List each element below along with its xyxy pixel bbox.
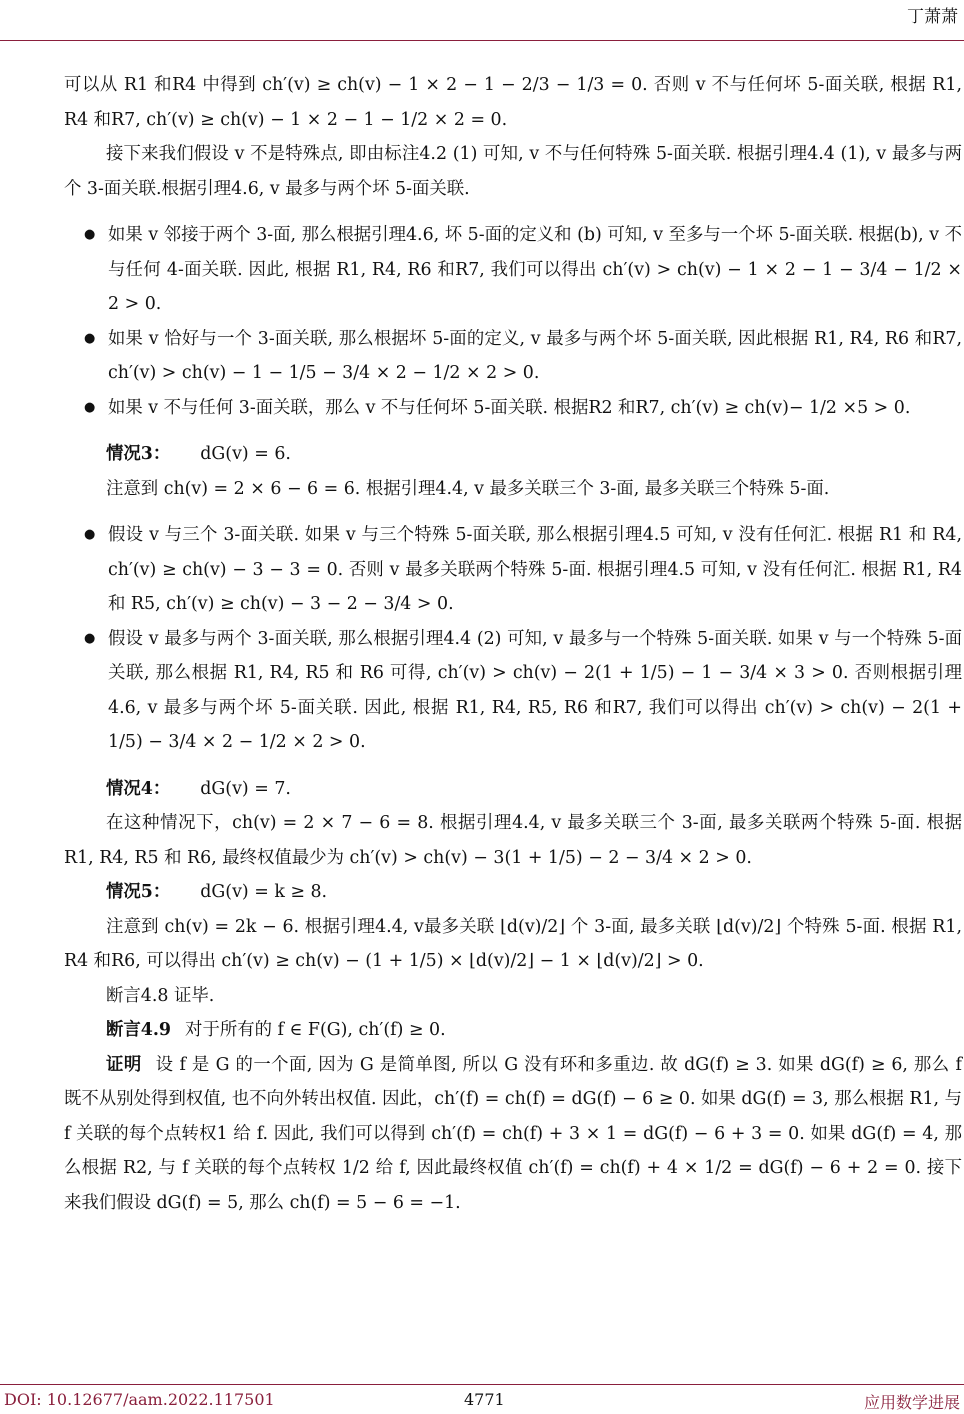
case-5-heading bbox=[64, 875, 962, 910]
footer-doi[interactable]: DOI: 10.12677/aam.2022.117501 bbox=[4, 1390, 275, 1409]
header-author: 丁萧萧 bbox=[907, 7, 958, 27]
paragraph-1: 可以从 R1 和R4 中得到 ch′(v) ≥ ch(v) − 1 × 2 − 1 − 2/3 − 1/3 = 0. 否则 v 不与任何坏 5-面关联, 根据 R1, R4 和R7, ch′(v) ≥ ch(v) − 1 × 2 − 1 − 1/2 × 2 = 0. bbox=[64, 75, 962, 130]
case-4-heading bbox=[64, 772, 962, 807]
paragraph-3: 注意到 ch(v) = 2 × 6 − 6 = 6. 根据引理4.4, v 最多关联三个 3-面, 最多关联三个特殊 5-面. bbox=[106, 478, 830, 499]
case-3-heading bbox=[64, 437, 962, 472]
list-item: ● 如果 v 邻接于两个 3-面, 那么根据引理4.6, 坏 5-面的定义和 (b) 可知, v 至多与一个坏 5-面关联. 根据(b), v 不与任何 4-面关联. 因此, 根据 R1, R4, R6 和R7, 我们可以得出 ch′(v) > ch(v) − 1 × 2 − 1 − 3/4 − 1/2 × 2 > 0. bbox=[64, 218, 962, 322]
paragraph-5: 注意到 ch(v) = 2k − 6. 根据引理4.4, v最多关联 ⌊d(v)/2⌋ 个 3-面, 最多关联 ⌊d(v)/2⌋ 个特殊 5-面. 根据 R1, R4 和R6, 可以得出 ch′(v) ≥ ch(v) − (1 + 1/5) × ⌊d(v)/2⌋ − 1 × ⌊d(v)/2⌋ > 0. bbox=[64, 916, 962, 971]
page-number: 4771 bbox=[464, 1390, 505, 1409]
bullet-list-2 bbox=[64, 518, 962, 760]
footer-rule bbox=[0, 1384, 964, 1385]
case-formula: dG(v) = 7. bbox=[200, 778, 291, 799]
list-item: ● 如果 v 恰好与一个 3-面关联, 那么根据坏 5-面的定义, v 最多与两个坏 5-面关联, 因此根据 R1, R4, R6 和R7, ch′(v) > ch(v) − 1 − 1/5 − 3/4 × 2 − 1/2 × 2 > 0. bbox=[64, 322, 962, 391]
proof-label: 证明 bbox=[106, 1054, 142, 1075]
claim-label: 断言4.9 bbox=[106, 1020, 172, 1040]
footer-journal[interactable]: 应用数学进展 bbox=[863, 1393, 960, 1412]
case-label: 情况5： bbox=[106, 882, 171, 902]
list-item: ● 假设 v 最多与两个 3-面关联, 那么根据引理4.4 (2) 可知, v 最多与一个特殊 5-面关联. 如果 v 与一个特殊 5-面关联, 那么根据 R1, R4, R5 和 R6 可得, ch′(v) > ch(v) − 2(1 + 1/5) − 1 − 3/4 × 3 > 0. 否则根据引理4.6, v 最多与两个坏 5-面关联. 因此, 根据 R1, R4, R5, R6 和R7, 我们可以得出 ch′(v) > ch(v) − 2(1 + 1/5) − 3/4 × 2 − 1/2 × 2 > 0. bbox=[64, 622, 962, 760]
list-item: ● 如果 v 不与任何 3-面关联，那么 v 不与任何坏 5-面关联. 根据R2 和R7, ch′(v) ≥ ch(v)− 1/2 ×5 > 0. bbox=[64, 391, 962, 426]
header-rule bbox=[0, 40, 964, 41]
claim-text: 对于所有的 f ∈ F(G), ch′(f) ≥ 0. bbox=[185, 1020, 446, 1040]
paragraph-4: 在这种情况下，ch(v) = 2 × 7 − 6 = 8. 根据引理4.4, v 最多关联三个 3-面, 最多关联两个特殊 5-面. 根据 R1, R4, R5 和 R6, 最终权值最少为 ch′(v) > ch(v) − 3(1 + 1/5) − 2 − 3/4 × 2 > 0. bbox=[64, 813, 962, 868]
bullet-list-1 bbox=[64, 218, 962, 425]
claim-4-9 bbox=[64, 1013, 962, 1048]
paragraph-6: 断言4.8 证毕. bbox=[106, 985, 215, 1006]
case-formula: dG(v) = 6. bbox=[200, 444, 291, 464]
list-item: ● 假设 v 与三个 3-面关联. 如果 v 与三个特殊 5-面关联, 那么根据引理4.5 可知, v 没有任何汇. 根据 R1 和 R4, ch′(v) ≥ ch(v) − 3 − 3 = 0. 否则 v 最多关联两个特殊 5-面. 根据引理4.5 可知, v 没有任何汇. 根据 R1, R4 和 R5, ch′(v) ≥ ch(v) − 3 − 2 − 3/4 > 0. bbox=[64, 518, 962, 622]
proof-paragraph bbox=[64, 1048, 962, 1221]
proof-text: 设 f 是 G 的一个面, 因为 G 是简单图, 所以 G 没有环和多重边. 故 dG(f) ≥ 3. 如果 dG(f) ≥ 6, 那么 f 既不从别处得到权值, 也不向外转出权值. 因此，ch′(f) = ch(f) = dG(f) − 6 ≥ 0. 如果 dG(f) = 3, 那么根据 R1, 与 f 关联的每个点转权1 给 f. 因此, 我们可以得到 ch′(f) = ch(f) + 3 × 1 = dG(f) − 6 + 3 = 0. 如果 dG(f) = 4, 那么根据 R2, 与 f 关联的每个点转权 1/2 给 f, 因此最终权值 ch′(f) = ch(f) + 4 × 1/2 = dG(f) − 6 + 2 = 0. 接下来我们假设 dG(f) = 5, 那么 ch(f) = 5 − 6 = −1. bbox=[64, 1054, 962, 1213]
case-label: 情况4： bbox=[106, 778, 171, 799]
case-formula: dG(v) = k ≥ 8. bbox=[200, 882, 328, 902]
paragraph-2: 接下来我们假设 v 不是特殊点, 即由标注4.2 (1) 可知, v 不与任何特殊 5-面关联. 根据引理4.4 (1), v 最多与两个 3-面关联.根据引理4.6, v 最多与两个坏 5-面关联. bbox=[64, 144, 962, 199]
case-label: 情况3： bbox=[106, 444, 171, 464]
page-body bbox=[64, 68, 962, 1220]
